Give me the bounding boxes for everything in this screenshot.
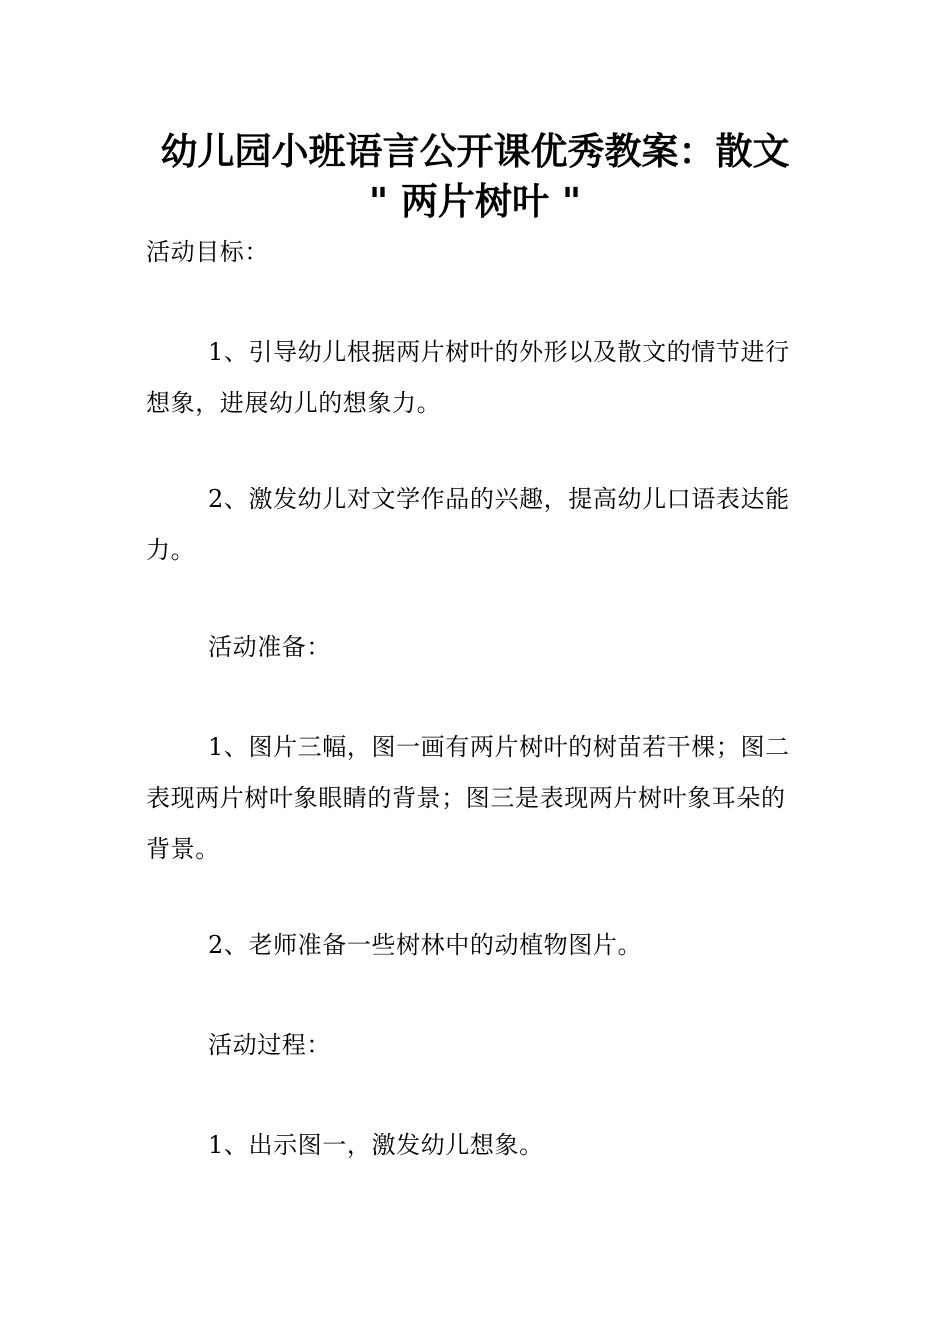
section-heading-process: 活动过程： [208,1031,331,1059]
section-heading-goals: 活动目标： [146,238,269,266]
paragraph-process-1: 1、出示图一，激发幼儿想象。 [208,1131,544,1159]
paragraph-preparation-1: 1、图片三幅，图一画有两片树叶的树苗若干棵；图二表现两片树叶象眼睛的背景；图三是表现两片树叶象耳朵的背景。 [146,733,790,863]
section-heading-preparation: 活动准备： [208,633,331,661]
document-title-line-1: 幼儿园小班语言公开课优秀教案：散文 [160,130,790,173]
paragraph-preparation-2: 2、老师准备一些树林中的动植物图片。 [208,931,643,959]
paragraph-goal-1: 1、引导幼儿根据两片树叶的外形以及散文的情节进行想象，进展幼儿的想象力。 [146,338,790,417]
document-title-line-2: " 两片树叶 " [368,180,582,223]
paragraph-goal-2: 2、激发幼儿对文学作品的兴趣，提高幼儿口语表达能力。 [146,485,790,564]
